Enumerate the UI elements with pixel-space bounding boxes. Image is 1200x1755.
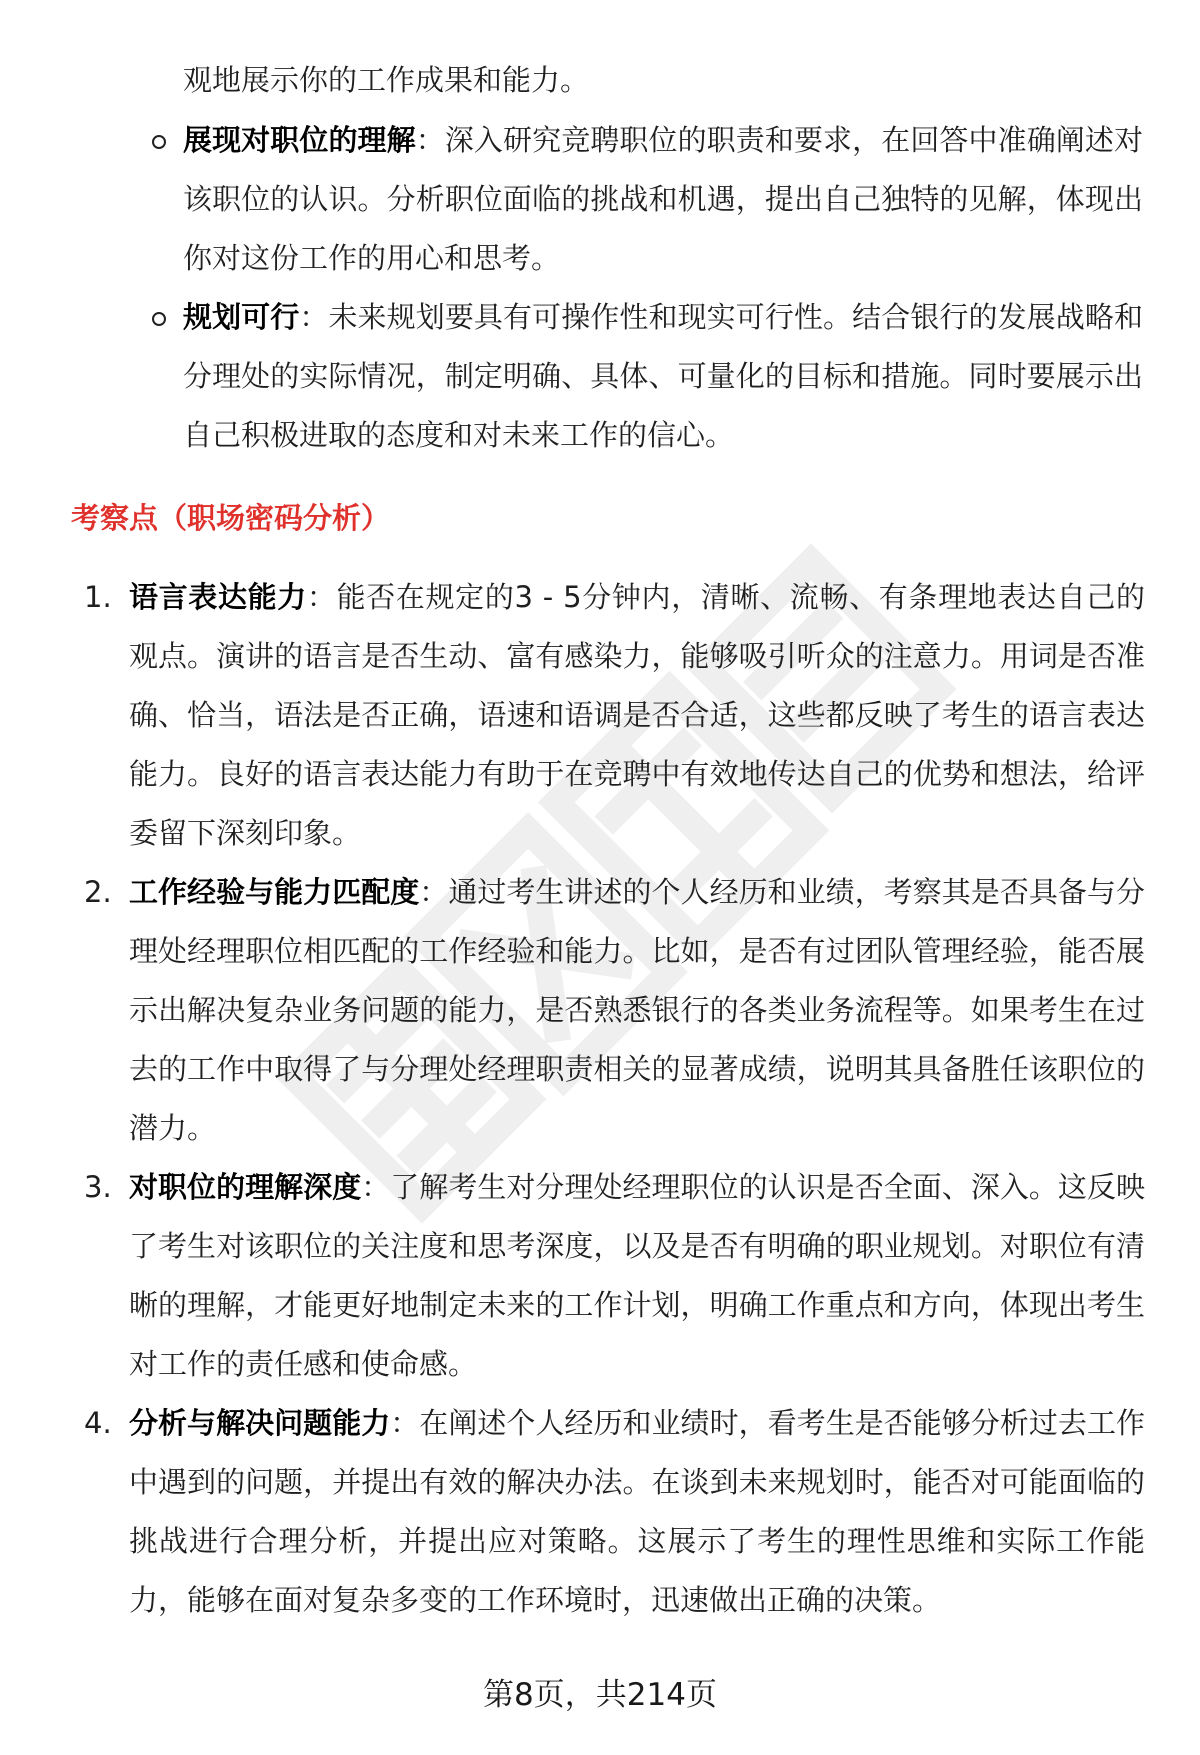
tip-item-understanding (148, 111, 1143, 288)
point-item-problem-solving (80, 1394, 1145, 1630)
point-text: 能否在规定的3 - 5分钟内，清晰、流畅、有条理地表达自己的观点。演讲的语言是否生动、富有感染力，能够吸引听众的注意力。用词是否准确、恰当，语法是否正确，语速和语调是否合适，这些都反映了考生的语言表达能力。良好的语言表达能力有助于在竞聘中有效地传达自己的优势和想法，给评委留下深刻印象。 (129, 580, 1145, 850)
circle-bullet-icon (152, 135, 166, 149)
page-footer: 第8页，共214页 (483, 1677, 717, 1713)
list-number: 2. (84, 875, 112, 909)
point-item-experience (80, 863, 1145, 1158)
point-title: 分析与解决问题能力 (129, 1406, 391, 1440)
assessment-points-list (80, 568, 1145, 1630)
section-heading: 考察点（职场密码分析） (71, 501, 391, 535)
tip-text: 未来规划要具有可操作性和现实可行性。结合银行的发展战略和分理处的实际情况，制定明确、具体、可量化的目标和措施。同时要展示出自己积极进取的态度和对未来工作的信心。 (183, 300, 1143, 452)
point-separator: ： (306, 580, 337, 614)
point-title: 对职位的理解深度 (129, 1170, 362, 1204)
point-separator: ： (390, 1406, 420, 1440)
list-number: 3. (84, 1170, 112, 1204)
list-number: 1. (84, 580, 112, 614)
tip-separator: ： (299, 300, 329, 334)
point-item-language (80, 568, 1145, 863)
point-text: 通过考生讲述的个人经历和业绩，考察其是否具备与分理处经理职位相匹配的工作经验和能力。比如，是否有过团队管理经验，能否展示出解决复杂业务问题的能力，是否熟悉银行的各类业务流程等。如果考生在过去的工作中取得了与分理处经理职责相关的显著成绩，说明其具备胜任该职位的潜力。 (129, 875, 1145, 1145)
tip-separator: ： (415, 123, 445, 157)
point-text: 在阐述个人经历和业绩时，看考生是否能够分析过去工作中遇到的问题，并提出有效的解决办法。在谈到未来规划时，能否对可能面临的挑战进行合理分析，并提出应对策略。这展示了考生的理性思维和实际工作能力，能够在面对复杂多变的工作环境时，迅速做出正确的决策。 (129, 1406, 1145, 1617)
point-item-understanding (80, 1158, 1145, 1394)
list-number: 4. (84, 1406, 112, 1440)
point-separator: ： (361, 1170, 391, 1204)
point-title: 语言表达能力 (129, 580, 307, 614)
point-text: 了解考生对分理处经理职位的认识是否全面、深入。这反映了考生对该职位的关注度和思考深度，以及是否有明确的职业规划。对职位有清晰的理解，才能更好地制定未来的工作计划，明确工作重点和方向，体现出考生对工作的责任感和使命感。 (129, 1170, 1145, 1381)
continuation-text: 观地展示你的工作成果和能力。 (183, 63, 590, 97)
tip-text: 深入研究竞聘职位的职责和要求，在回答中准确阐述对该职位的认识。分析职位面临的挑战和机遇，提出自己独特的见解，体现出你对这份工作的用心和思考。 (183, 123, 1143, 275)
point-separator: ： (419, 875, 449, 909)
point-title: 工作经验与能力匹配度 (129, 875, 420, 909)
tip-item-planning (148, 288, 1143, 465)
tips-list (148, 111, 1143, 465)
tip-title: 规划可行 (183, 300, 300, 334)
circle-bullet-icon (152, 312, 166, 326)
tip-title: 展现对职位的理解 (183, 123, 416, 157)
